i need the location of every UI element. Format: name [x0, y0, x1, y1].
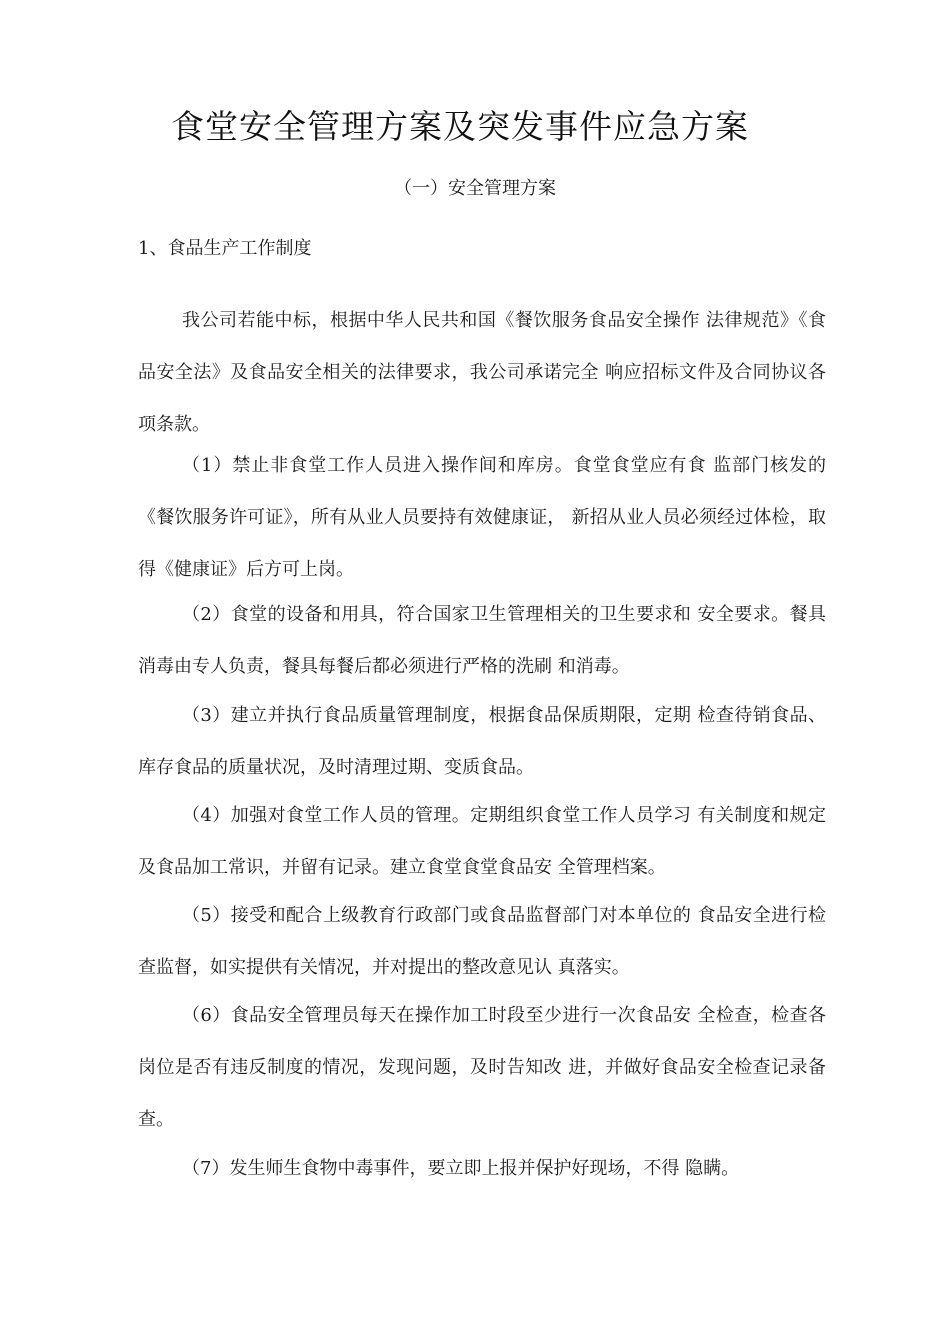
paragraph-item-2: （2）食堂的设备和用具，符合国家卫生管理相关的卫生要求和 安全要求。餐具消毒由专人负责，餐具每餐后都必须进行严格的洗刷 和消毒。	[138, 604, 826, 677]
paragraph-item-7: （7）发生师生食物中毒事件，要立即上报并保护好现场，不得 隐瞒。	[182, 1158, 740, 1179]
document-title: 食堂安全管理方案及突发事件应急方案	[171, 107, 749, 146]
paragraph-item-6: （6）食品安全管理员每天在操作加工时段至少进行一次食品安 全检查，检查各岗位是否有违反制度的情况，发现问题，及时告知改 进，并做好食品安全检查记录备查。	[138, 1005, 826, 1130]
paragraph-intro: 我公司若能中标，根据中华人民共和国《餐饮服务食品安全操作 法律规范》《食品安全法》及食品安全相关的法律要求，我公司承诺完全 响应招标文件及合同协议各项条款。	[138, 310, 826, 435]
paragraph-item-3: （3）建立并执行食品质量管理制度，根据食品保质期限，定期 检查待销食品、库存食品的质量状况，及时清理过期、变质食品。	[138, 705, 826, 778]
document-subtitle: （一）安全管理方案	[394, 178, 556, 199]
section-heading: 1、食品生产工作制度	[138, 238, 312, 259]
paragraph-item-4: （4）加强对食堂工作人员的管理。定期组织食堂工作人员学习 有关制度和规定及食品加工常识，并留有记录。建立食堂食堂食品安 全管理档案。	[138, 805, 826, 878]
paragraph-item-5: （5）接受和配合上级教育行政部门或食品监督部门对本单位的 食品安全进行检查监督，如实提供有关情况，并对提出的整改意见认 真落实。	[138, 905, 826, 978]
paragraph-item-1: （1）禁止非食堂工作人员进入操作间和库房。食堂食堂应有食 监部门核发的《餐饮服务许可证》，所有从业人员要持有效健康证， 新招从业人员必须经过体检，取得《健康证》后方可上岗。	[138, 455, 826, 580]
